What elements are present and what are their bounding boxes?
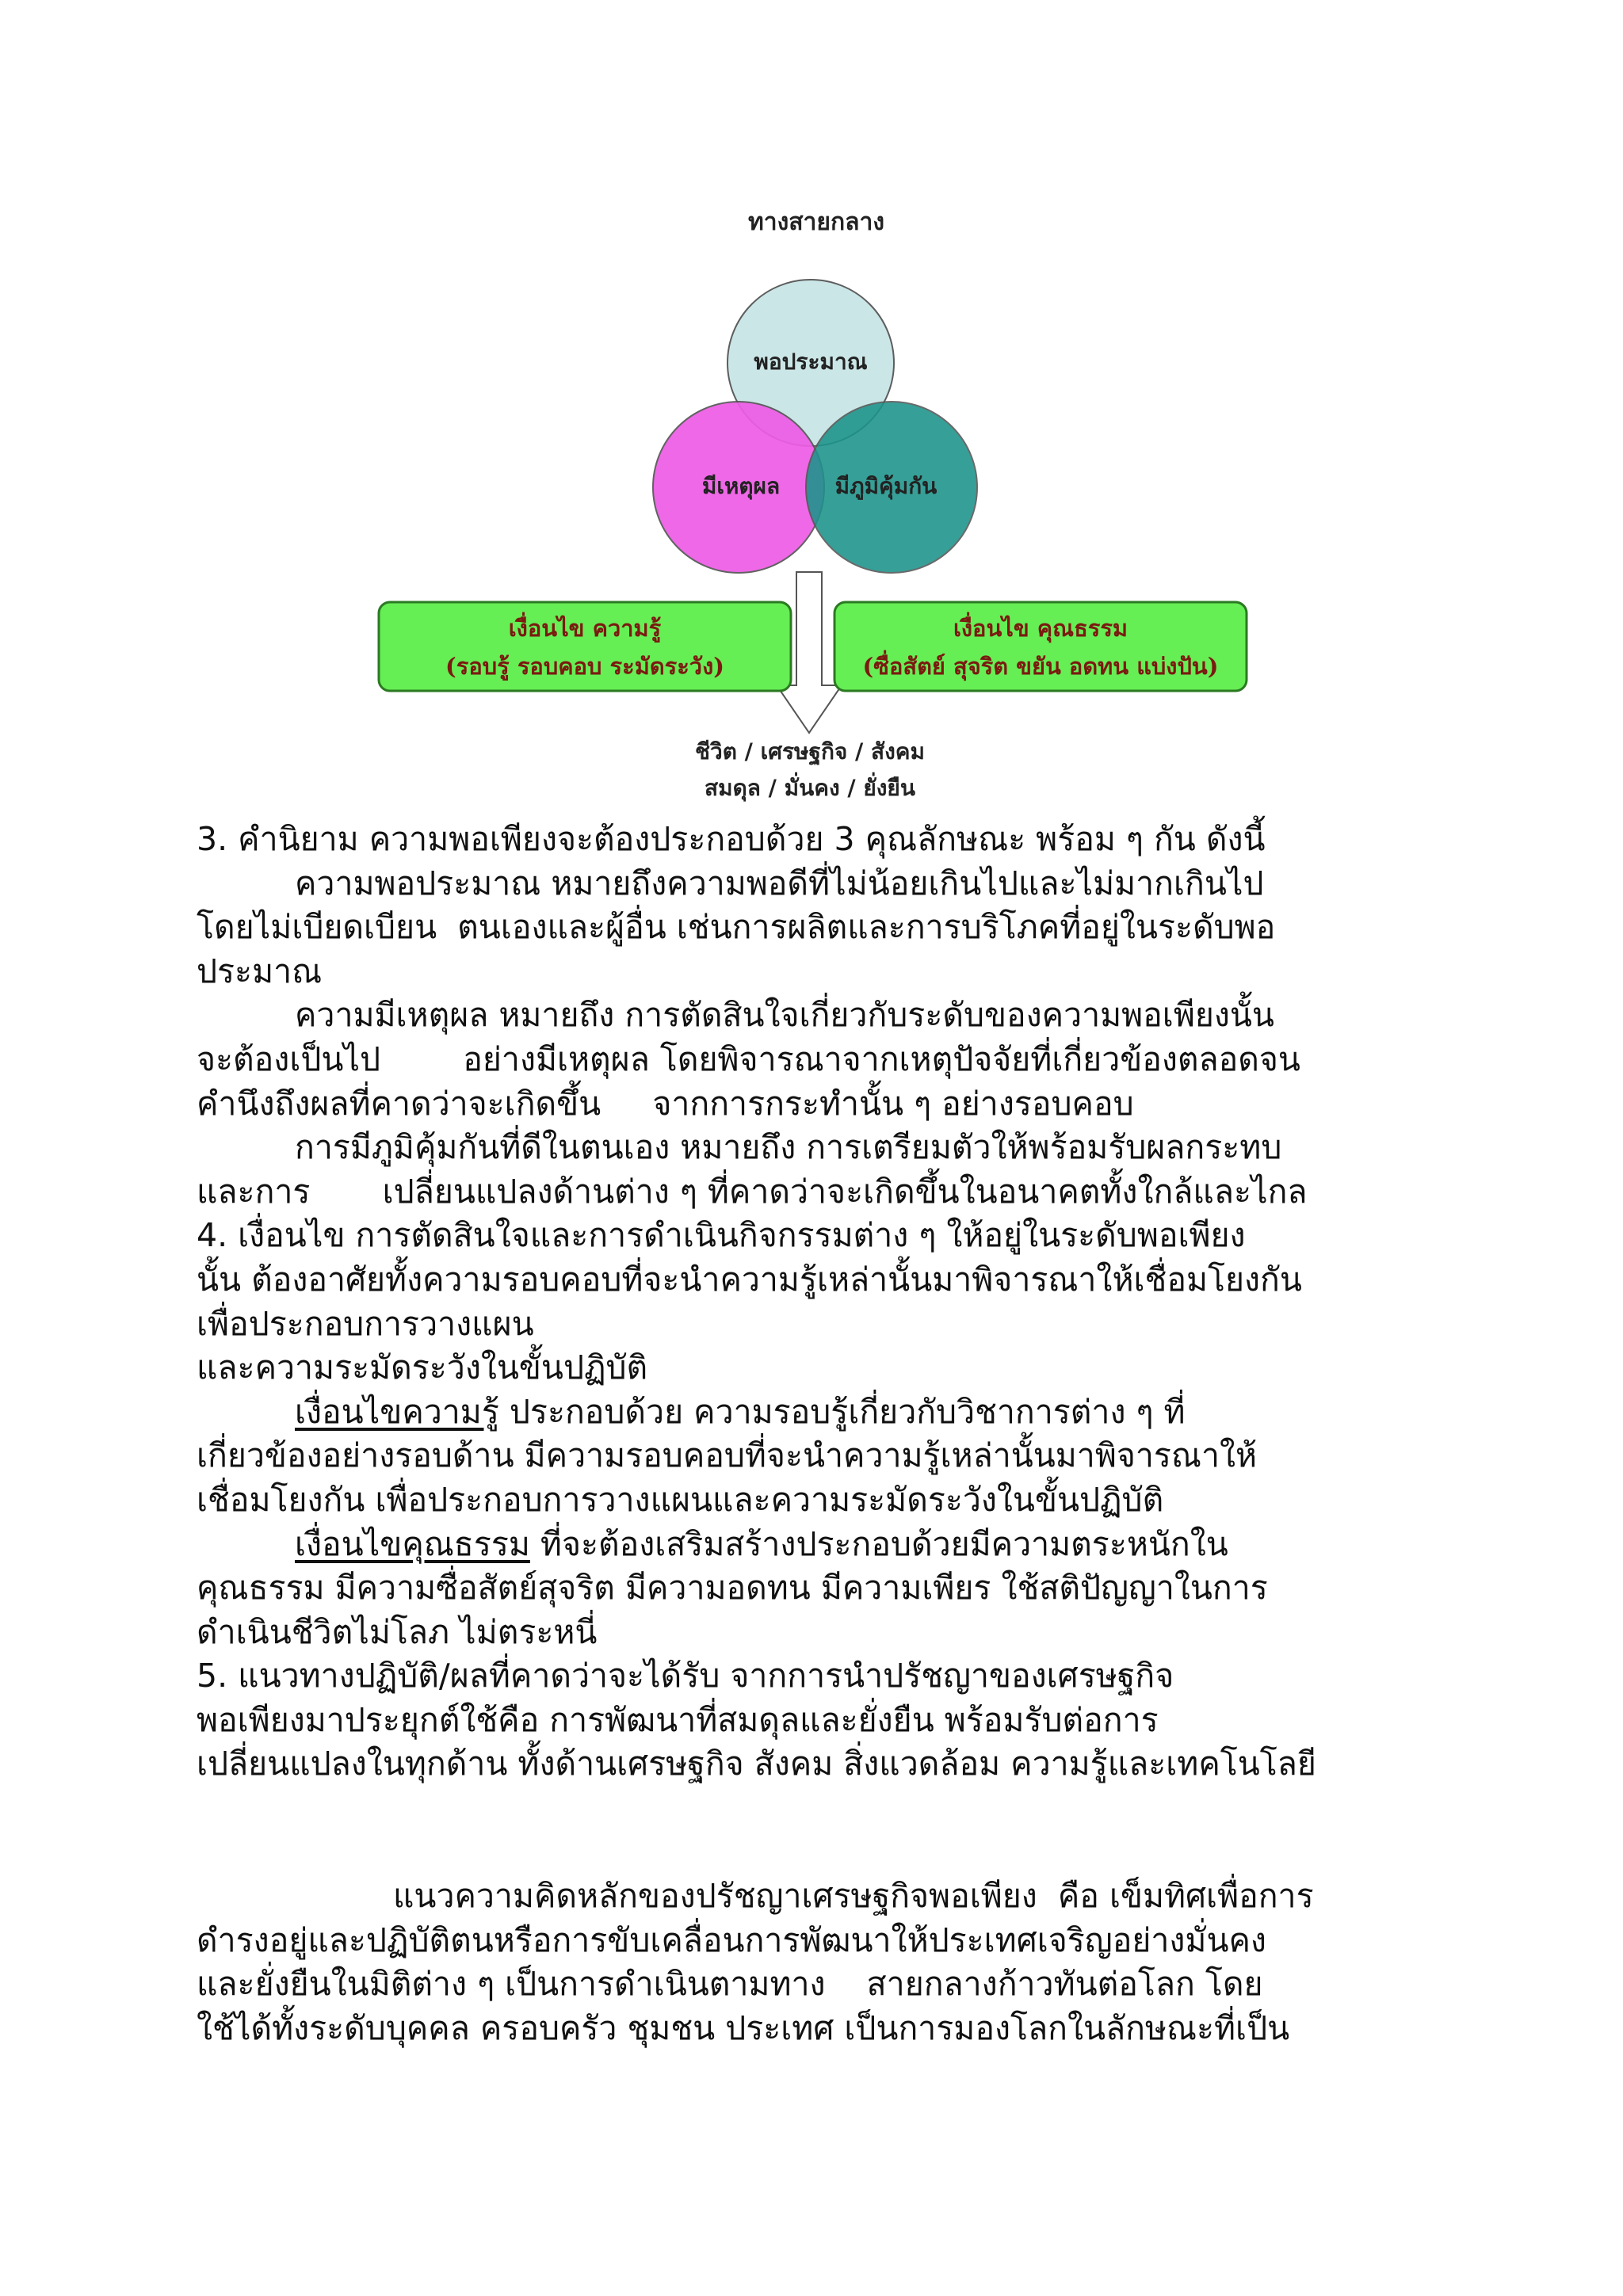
text-line: และการ เปลี่ยนแปลงด้านต่าง ๆ ที่คาดว่าจะเกิดขึ้นในอนาคตทั้งใกล้และไกล bbox=[197, 1172, 1308, 1211]
circle-reasonableness-label: มีเหตุผล bbox=[701, 473, 781, 499]
text-line: เพื่อประกอบการวางแผน bbox=[197, 1304, 534, 1343]
venn-diagram bbox=[653, 280, 977, 573]
text-line: เปลี่ยนแปลงในทุกด้าน ทั้งด้านเศรษฐกิจ สังคม สิ่งแวดล้อม ความรู้และเทคโนโลยี bbox=[197, 1745, 1316, 1783]
knowledge-condition-heading: เงื่อนไขความรู้ bbox=[295, 1392, 499, 1431]
paragraph-gap bbox=[197, 1787, 1433, 1875]
text-line: 4. เงื่อนไข การตัดสินใจและการดำเนินกิจกรรมต่าง ๆ ให้อยู่ในระดับพอเพียง bbox=[197, 1216, 1246, 1255]
text-line: เชื่อมโยงกัน เพื่อประกอบการวางแผนและความระมัดระวังในขั้นปฏิบัติ bbox=[197, 1480, 1164, 1519]
text-line: ความพอประมาณ หมายถึงความพอดีที่ไม่น้อยเกินไปและไม่มากเกินไป bbox=[295, 864, 1264, 902]
text-line: ดำเนินชีวิตไม่โลภ ไม่ตระหนี่ bbox=[197, 1612, 598, 1651]
middle-path-diagram bbox=[372, 198, 1260, 816]
text-line: เกี่ยวข้องอย่างรอบด้าน มีความรอบคอบที่จะนำความรู้เหล่านั้นมาพิจารณาให้ bbox=[197, 1436, 1258, 1475]
outcome-line-1: ชีวิต / เศรษฐกิจ / สังคม bbox=[695, 738, 925, 765]
text-line: โดยไม่เบียดเบียน ตนเองและผู้อื่น เช่นการผลิตและการบริโภคที่อยู่ในระดับพอ bbox=[197, 908, 1276, 947]
text-span: ที่จะต้องเสริมสร้างประกอบด้วยมีความตระหนักใน bbox=[529, 1524, 1228, 1563]
text-line: ดำรงอยู่และปฏิบัติตนหรือการขับเคลื่อนการพัฒนาให้ประเทศเจริญอย่างมั่นคง bbox=[197, 1920, 1266, 1959]
outcome-line-2: สมดุล / มั่นคง / ยั่งยืน bbox=[705, 775, 915, 801]
text-line: คำนึงถึงผลที่คาดว่าจะเกิดขึ้น จากการกระทำนั้น ๆ อย่างรอบคอบ bbox=[197, 1084, 1134, 1123]
virtue-condition-detail: (ซื่อสัตย์ สุจริต ขยัน อดทน แบ่งปัน) bbox=[862, 653, 1219, 680]
section-4-conditions bbox=[197, 1214, 1433, 1654]
text-line: 5. แนวทางปฏิบัติ/ผลที่คาดว่าจะได้รับ จากการนำปรัชญาของเศรษฐกิจ bbox=[197, 1657, 1174, 1695]
text-line: ใช้ได้ทั้งระดับบุคคล ครอบครัว ชุมชน ประเทศ เป็นการมองโลกในลักษณะที่เป็น bbox=[197, 2008, 1290, 2047]
knowledge-condition-box bbox=[379, 602, 791, 691]
text-line: จะต้องเป็นไป อย่างมีเหตุผล โดยพิจารณาจากเหตุปัจจัยที่เกี่ยวข้องตลอดจน bbox=[197, 1039, 1300, 1078]
text-line: และยั่งยืนในมิติต่าง ๆ เป็นการดำเนินตามทาง สายกลางก้าวทันต่อโลก โดย bbox=[197, 1965, 1263, 2004]
text-line: การมีภูมิคุ้มกันที่ดีในตนเอง หมายถึง การเตรียมตัวให้พร้อมรับผลกระทบ bbox=[295, 1128, 1282, 1167]
text-line bbox=[197, 1523, 1433, 1567]
text-line: และความระมัดระวังในขั้นปฏิบัติ bbox=[197, 1348, 648, 1387]
diagram-title: ทางสายกลาง bbox=[747, 208, 885, 236]
virtue-condition-box bbox=[834, 602, 1247, 691]
circle-moderation-label: พอประมาณ bbox=[754, 349, 868, 375]
circle-immunity-label: มีภูมิคุ้มกัน bbox=[834, 473, 938, 499]
text-line: ประมาณ bbox=[197, 952, 323, 990]
text-line: พอเพียงมาประยุกต์ใช้คือ การพัฒนาที่สมดุลและยั่งยืน พร้อมรับต่อการ bbox=[197, 1700, 1159, 1739]
text-line: 3. คำนิยาม ความพอเพียงจะต้องประกอบด้วย 3 คุณลักษณะ พร้อม ๆ กัน ดังนี้ bbox=[197, 820, 1266, 858]
virtue-condition-title: เงื่อนไข คุณธรรม bbox=[953, 615, 1128, 642]
text-line bbox=[197, 1390, 1433, 1435]
section-3-definition bbox=[197, 818, 1433, 1214]
knowledge-condition-detail: (รอบรู้ รอบคอบ ระมัดระวัง) bbox=[445, 653, 724, 680]
text-line: แนวความคิดหลักของปรัชญาเศรษฐกิจพอเพียง คือ เข็มทิศเพื่อการ bbox=[393, 1877, 1314, 1916]
text-line: นั้น ต้องอาศัยทั้งความรอบคอบที่จะนำความรู้เหล่านั้นมาพิจารณาให้เชื่อมโยงกัน bbox=[197, 1260, 1302, 1299]
text-line: คุณธรรม มีความซื่อสัตย์สุจริต มีความอดทน มีความเพียร ใช้สติปัญญาในการ bbox=[197, 1569, 1268, 1608]
document-body bbox=[197, 818, 1433, 2050]
main-concept-paragraph bbox=[197, 1875, 1433, 2050]
virtue-condition-heading: เงื่อนไขคุณธรรม bbox=[295, 1524, 530, 1563]
knowledge-condition-title: เงื่อนไข ความรู้ bbox=[508, 615, 662, 642]
text-span: ประกอบด้วย ความรอบรู้เกี่ยวกับวิชาการต่าง ๆ ที่ bbox=[498, 1392, 1186, 1431]
text-line: ความมีเหตุผล หมายถึง การตัดสินใจเกี่ยวกับระดับของความพอเพียงนั้น bbox=[295, 996, 1274, 1035]
section-5-outcomes bbox=[197, 1654, 1433, 1787]
